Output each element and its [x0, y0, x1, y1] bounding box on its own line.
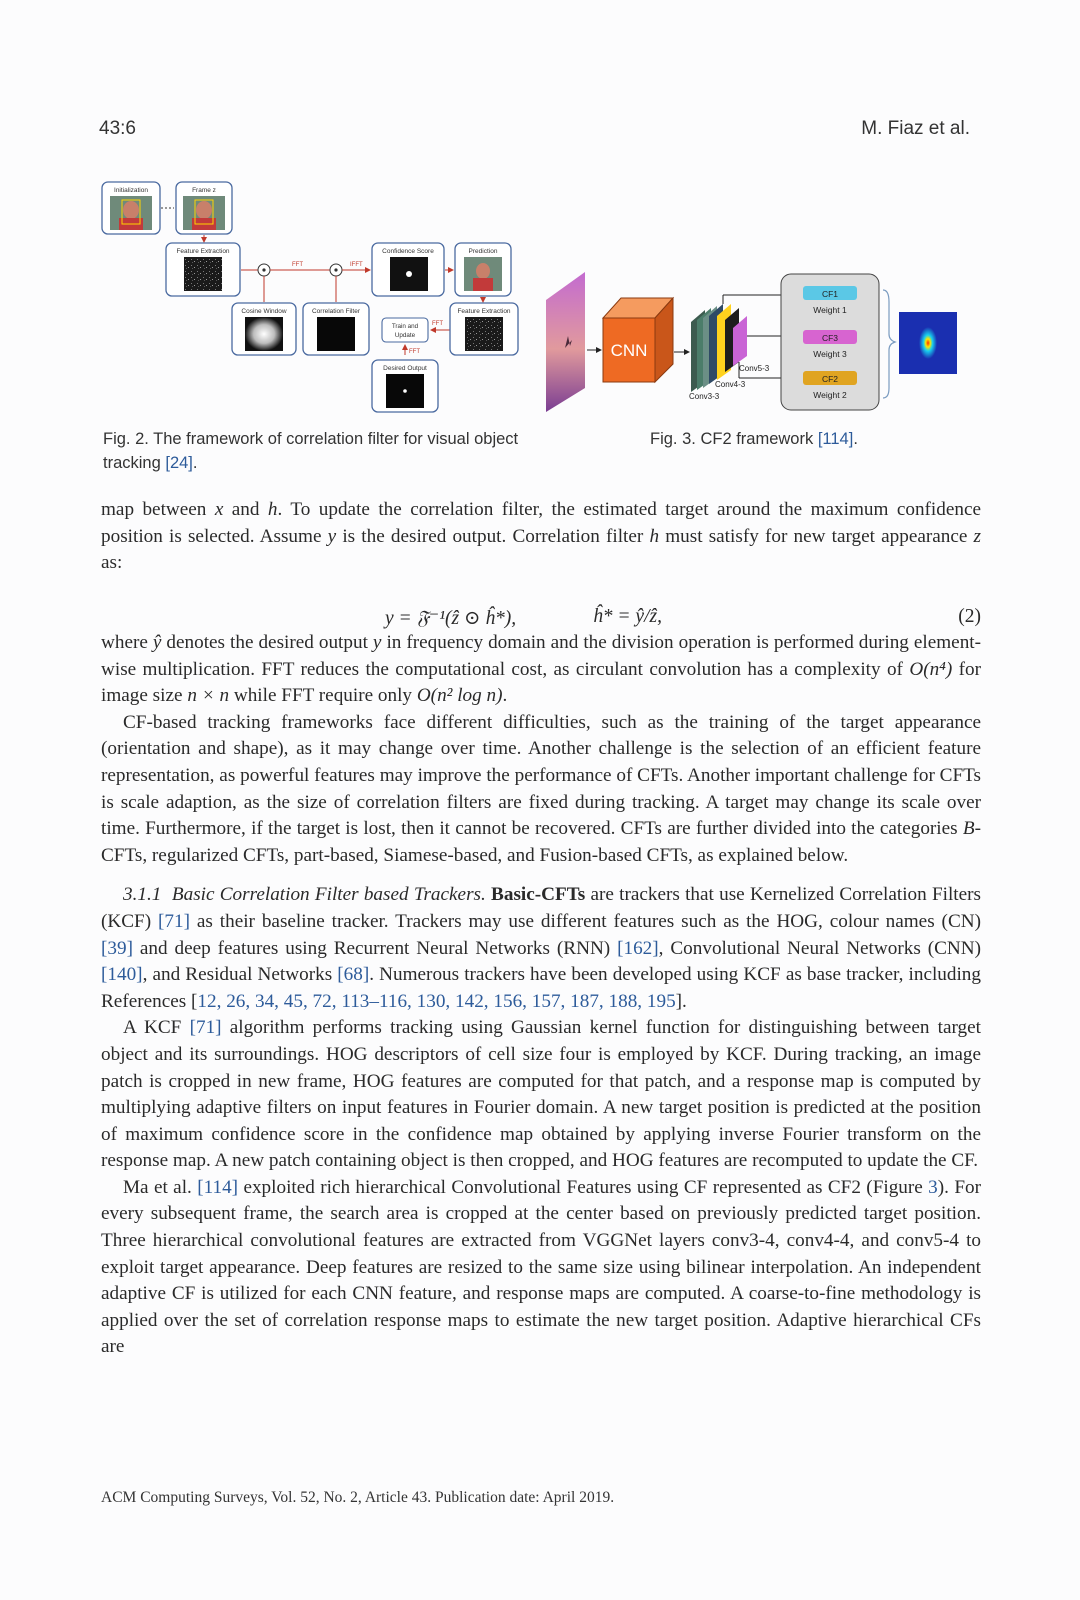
cf2-label: CF2: [821, 374, 839, 384]
section-number: 3.1.1: [123, 884, 162, 906]
paragraph-cf-difficulties: CF-based tracking frameworks face different difficulties, such as the training of the target appearance (orientation and shape), as it may change over time. Another challenge is the selection of an efficient feature representation, as powerful features may improve the performance of CFTs. Another important challenge for CFTs is scale adaption, as the size of correlation filters are fixed during tracking. A target may change its scale over time. Furthermore, if the target is lost, then it cannot be recovered. CFTs are further divided into the categories B-CFTs, regularized CFTs, part-based, Siamese-based, and Fusion-based CFTs, as explained below.: [101, 711, 981, 866]
figure-2-diagram: [100, 180, 530, 415]
fig2-caption-text: The framework of correlation filter for visual object tracking: [103, 430, 519, 472]
merge-brace: [883, 290, 895, 398]
section-3-1-1: 3.1.1 Basic Correlation Filter based Trackers. Basic-CFTs are trackers that use Kernelized Correlation Filters (KCF) [71] as their baseline tracker. Trackers may use different features such as the HOG, colour names (CN) [39] and deep features using Recurrent Neural Networks (RNN) [162], Convolutional Neural Networks (CNN) [140], and Residual Networks [68]. Numerous trackers have been developed using KCF as base tracker, including References [12, 26, 34, 45, 72, 113–116, 130, 142, 156, 157, 187, 188, 195].: [101, 884, 982, 1012]
label-fft-3: FFT: [409, 349, 420, 355]
cf3-label: CF3: [821, 333, 839, 343]
box-desired-output: [372, 360, 438, 412]
equation-2-right: ĥ* = ŷ/ẑ,: [593, 606, 662, 627]
cf2-weight: Weight 2: [813, 390, 847, 400]
equation-2-left: y = 𝔉⁻¹(ẑ ⊙ ĥ*),: [385, 608, 517, 629]
figure-2-caption: Fig. 2. The framework of correlation filter for visual object tracking [24].: [103, 430, 519, 472]
box-feature-extraction: [166, 243, 240, 296]
label-fft-1: FFT: [292, 262, 303, 268]
box-correlation-filter: [303, 303, 369, 355]
box-initialization: [102, 182, 160, 234]
feature-layer-stack: [691, 304, 747, 392]
journal-footer: ACM Computing Surveys, Vol. 52, No. 2, Article 43. Publication date: April 2019.: [101, 1489, 615, 1506]
paragraph-where: where ŷ denotes the desired output y in frequency domain and the division operation is performed during element-wise multiplication. FFT reduces the computational cost, as circulant convolution has a complexity of O(n⁴) for image size n × n while FFT require only O(n² log n).: [101, 632, 982, 707]
box-confidence-score: [372, 243, 444, 296]
figure-3-caption: Fig. 3. CF2 framework [114].: [650, 430, 858, 448]
label-cosine-window: Cosine Window: [241, 308, 287, 315]
label-fft-2: FFT: [432, 321, 443, 327]
paragraph-cf2: Ma et al. [114] exploited rich hierarchical Convolutional Features using CF represented as CF2 (Figure 3). For every subsequent frame, the search area is cropped at the center based on previously predicted target position. Three hierarchical convolutional features are extracted from VGGNet layers conv3-4, conv4-4, and conv5-4 to exploit target appearance. Deep features are resized to the same size using bilinear interpolation. An independent adaptive CF is utilized for each CNN feature, and response maps are computed. A coarse-to-fine methodology is applied over the set of correlation response maps to estimate the new target position. Adaptive hierarchical CFs are: [101, 1176, 981, 1358]
paragraph-kcf: A KCF [71] algorithm performs tracking using Gaussian kernel function for distinguishing between target object and its surroundings. HOG descriptors of cell size four is employed by KCF. During tracking, an image patch is cropped in new frame, HOG features are computed for that patch, and a response map is computed by multiplying adaptive filters on input features in Fourier domain. A new target position is predicted at the position of maximum confidence score in the confidence map obtained by applying inverse Fourier transform on the response map. A new patch containing object is then cropped, and HOG features are recomputed to update the CF.: [101, 1017, 981, 1172]
section-title: Basic Correlation Filter based Trackers.: [171, 884, 486, 906]
label-train-update-1: Train and: [391, 323, 419, 330]
box-cosine-window: [232, 303, 296, 355]
label-frame: Frame z: [192, 187, 216, 194]
layer-label-conv4: Conv4-3: [715, 380, 746, 389]
box-prediction: [455, 243, 511, 296]
box-feature-extraction-2: [450, 303, 518, 355]
cf3-weight: Weight 3: [813, 349, 847, 359]
running-author: M. Fiaz et al.: [861, 118, 970, 139]
reference-list[interactable]: 12, 26, 34, 45, 72, 113–116, 130, 142, 156, 157, 187, 188, 195: [197, 990, 676, 1012]
cf1-label: CF1: [821, 289, 839, 299]
paragraph-intro: map between x and h. To update the correlation filter, the estimated target around the maximum confidence position is selected. Assume y is the desired output. Correlation filter h must satisfy for new target appearance z as:: [101, 499, 982, 574]
fig2-caption-label: Fig. 2.: [103, 430, 149, 448]
input-frame-image: [546, 272, 585, 412]
fig3-caption-text: CF2 framework: [700, 430, 814, 448]
label-correlation-filter: Correlation Filter: [311, 308, 361, 315]
box-train-update: [382, 318, 428, 342]
figure-3-diagram: [543, 270, 963, 415]
label-ifft: IFFT: [350, 262, 363, 268]
label-feature-extraction: Feature Extraction: [176, 248, 230, 255]
label-feature-extraction-2: Feature Extraction: [457, 308, 511, 315]
cnn-block: [603, 298, 673, 382]
layer-label-conv3: Conv3-3: [689, 392, 720, 401]
body-text: [101, 630, 981, 1361]
page-number: 43:6: [99, 118, 136, 139]
label-confidence-score: Confidence Score: [382, 248, 434, 255]
fig2-caption-citation[interactable]: [24]: [165, 454, 193, 472]
box-frame: [176, 182, 232, 234]
label-initialization: Initialization: [114, 187, 148, 194]
label-prediction: Prediction: [468, 248, 498, 255]
label-train-update-2: Update: [394, 332, 416, 339]
cf1-weight: Weight 1: [813, 305, 847, 315]
layer-label-conv5: Conv5-3: [739, 364, 770, 373]
fig3-caption-citation[interactable]: [114]: [817, 430, 854, 448]
label-desired-output: Desired Output: [383, 365, 427, 372]
fig3-caption-label: Fig. 3.: [650, 430, 696, 448]
equation-2-number: (2): [958, 606, 981, 627]
cnn-label: CNN: [610, 341, 648, 360]
